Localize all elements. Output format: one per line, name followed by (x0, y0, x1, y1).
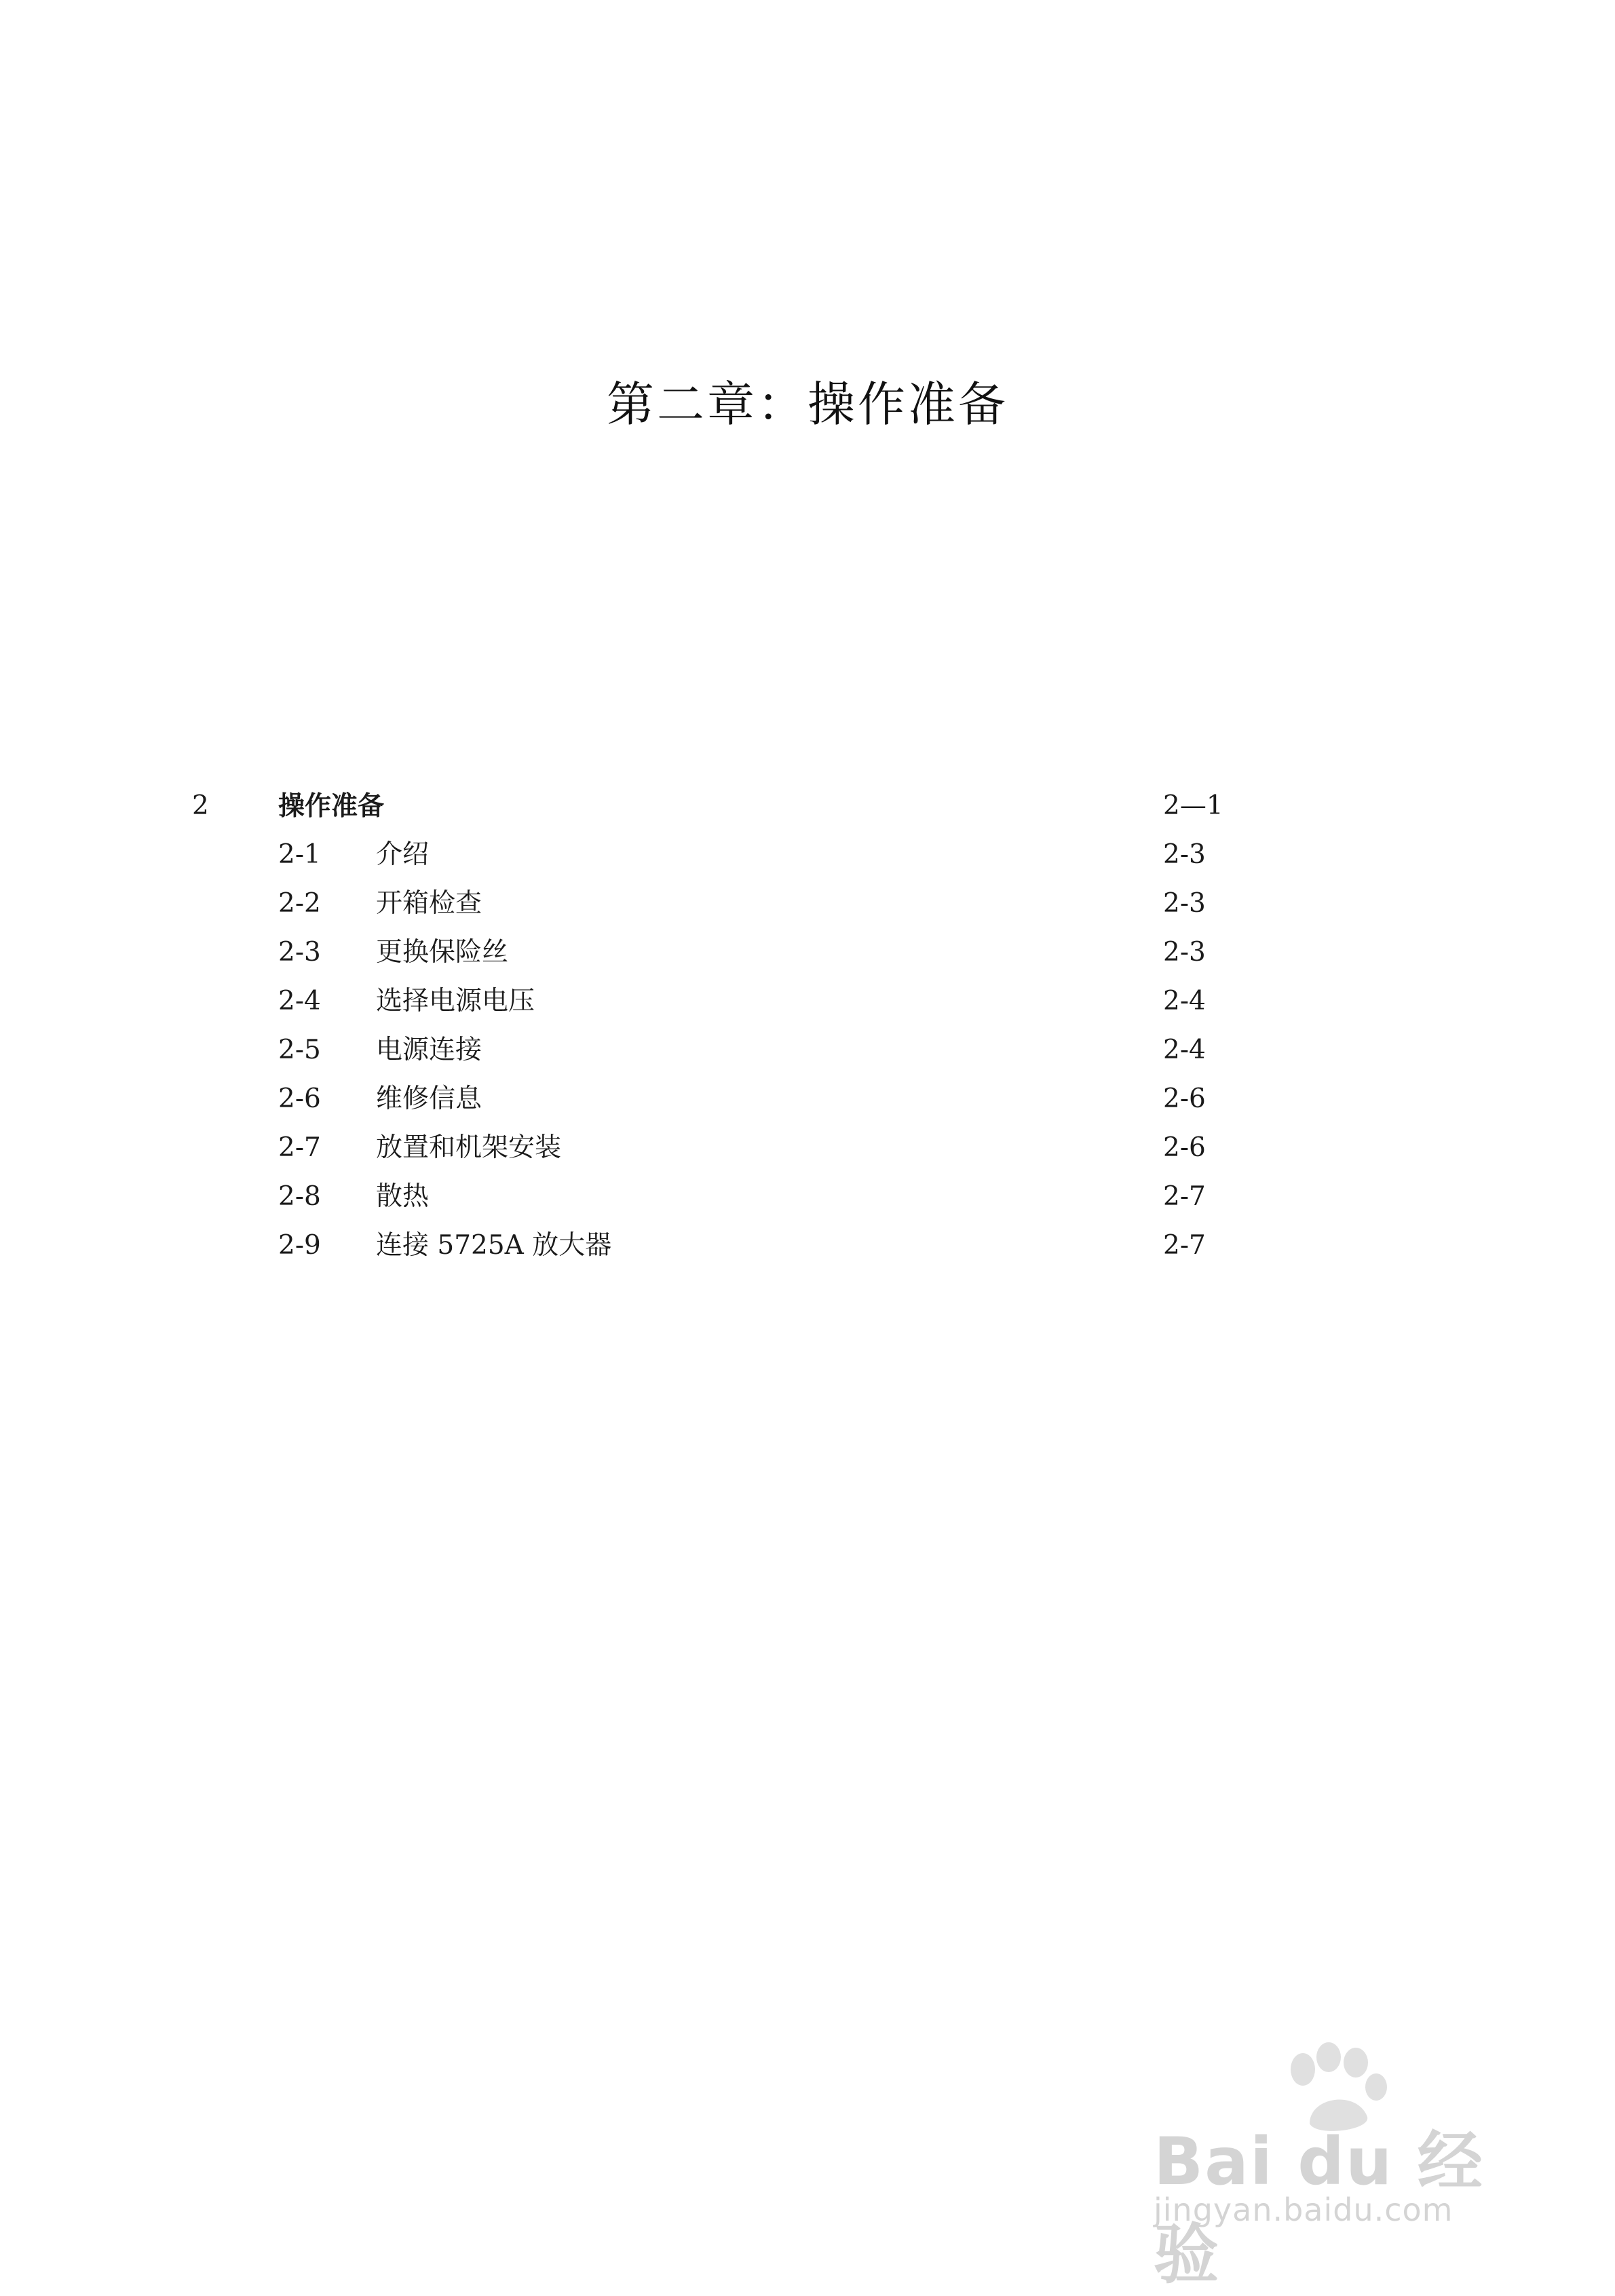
toc-chapter-page: 2—1 (1163, 790, 1223, 821)
toc-section-entry (0, 977, 1615, 1026)
toc-section-title: 维修信息 (376, 1084, 482, 1114)
toc-section-page: 2-6 (1163, 1084, 1206, 1114)
toc-section-number: 2-6 (278, 1084, 321, 1114)
toc-section-page: 2-3 (1163, 839, 1206, 870)
toc-section-entry (0, 830, 1615, 879)
toc-section-page: 2-3 (1163, 888, 1206, 919)
toc-chapter-title: 操作准备 (278, 790, 385, 822)
toc-section-title: 连接 5725A 放大器 (376, 1230, 612, 1261)
toc-section-page: 2-4 (1163, 986, 1206, 1016)
toc-section-number: 2-1 (278, 839, 321, 870)
toc-section-page: 2-6 (1163, 1132, 1206, 1163)
toc-section-title: 电源连接 (376, 1035, 482, 1065)
chapter-title: 第二章：操作准备 (607, 377, 1008, 432)
toc-section-entry (0, 879, 1615, 928)
toc-section-entry (0, 1075, 1615, 1124)
toc-section-title: 介绍 (376, 839, 430, 870)
toc-section-entry (0, 1124, 1615, 1172)
toc-section-number: 2-5 (278, 1035, 321, 1065)
watermark-logo-text: Bai du 经验 (1154, 2124, 1484, 2293)
toc-section-number: 2-9 (278, 1230, 321, 1261)
toc-section-entry (0, 1172, 1615, 1221)
toc-section-number: 2-3 (278, 937, 321, 968)
toc-chapter-entry (0, 782, 1615, 830)
toc-section-page: 2-3 (1163, 937, 1206, 968)
toc-section-page: 2-4 (1163, 1035, 1206, 1065)
toc-section-entry (0, 1221, 1615, 1270)
toc-section-entry (0, 1026, 1615, 1075)
toc-section-title: 更换保险丝 (376, 937, 509, 968)
toc-section-number: 2-2 (278, 888, 321, 919)
watermark-url: jingyan.baidu.com (1154, 2192, 1454, 2228)
toc-chapter-number: 2 (192, 790, 209, 821)
toc-section-title: 放置和机架安装 (376, 1132, 562, 1163)
toc-section-page: 2-7 (1163, 1181, 1206, 1212)
toc-section-title: 散热 (376, 1181, 430, 1212)
table-of-contents (0, 782, 1615, 1270)
toc-section-entry (0, 928, 1615, 977)
toc-section-title: 选择电源电压 (376, 986, 535, 1016)
toc-section-title: 开箱检查 (376, 888, 482, 919)
baidu-jingyan-watermark (1154, 2042, 1534, 2293)
toc-section-number: 2-8 (278, 1181, 321, 1212)
toc-section-number: 2-4 (278, 986, 321, 1016)
toc-section-page: 2-7 (1163, 1230, 1206, 1261)
toc-section-number: 2-7 (278, 1132, 321, 1163)
